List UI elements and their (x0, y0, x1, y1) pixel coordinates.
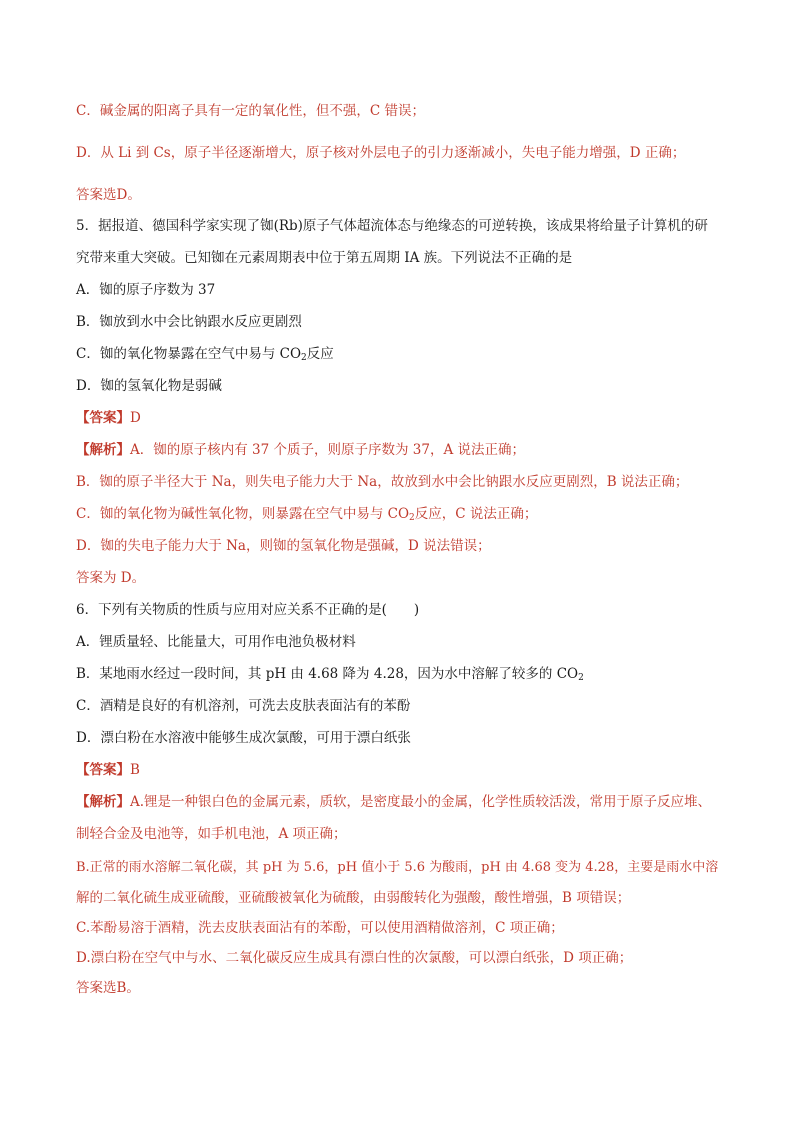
q6-analysis-a-line2: 制轻合金及电池等，如手机电池，A 项正确； (76, 826, 347, 842)
q5-stem-line1: 5．据报道、德国科学家实现了铷(Rb)原子气体超流体态与绝缘态的可逆转换，该成果将给量子计算机的研 (76, 218, 708, 234)
q5-option-d: D．铷的氢氧化物是弱碱 (76, 378, 222, 394)
q5-analysis-d: D．铷的失电子能力大于 Na，则铷的氢氧化物是强碱，D 说法错误； (76, 538, 491, 554)
q6-conclusion: 答案选B。 (76, 980, 140, 996)
q5-analysis-c-tail: 反应，C 说法正确； (414, 506, 538, 522)
q5-answer-value: D (130, 410, 141, 426)
q6-analysis-a-line1 (76, 792, 711, 812)
q5-stem-line2: 究带来重大突破。已知铷在元素周期表中位于第五周期 IA 族。下列说法不正确的是 (76, 250, 573, 266)
q5-option-b: B．铷放到水中会比钠跟水反应更剧烈 (76, 314, 302, 330)
q6-option-c: C．酒精是良好的有机溶剂，可洗去皮肤表面沾有的苯酚 (76, 698, 411, 714)
q6-answer-label: 【答案】 (76, 762, 130, 778)
q5-analysis-a-text: A．铷的原子核内有 37 个质子，则原子序数为 37，A 说法正确； (130, 442, 526, 458)
q5-option-c (76, 344, 334, 364)
q5-option-c-text: C．铷的氧化物暴露在空气中易与 CO (76, 346, 302, 362)
q6-answer-value: B (130, 762, 140, 778)
q5-analysis-c-text: C．铷的氧化物为碱性氧化物，则暴露在空气中易与 CO (76, 506, 410, 522)
q5-analysis-label: 【解析】 (76, 442, 130, 458)
q5-option-c-tail: 反应 (306, 346, 334, 362)
q5-answer-label: 【答案】 (76, 410, 130, 426)
q6-stem: 6．下列有关物质的性质与应用对应关系不正确的是( ) (76, 602, 420, 618)
document-page (76, 0, 726, 1123)
q6-analysis-a-text: A.锂是一种银白色的金属元素，质软，是密度最小的金属，化学性质较活泼，常用于原子反应堆、 (130, 794, 712, 810)
q5-analysis-c (76, 504, 537, 524)
q5-conclusion: 答案为 D。 (76, 570, 146, 586)
q6-analysis-b-line1: B.正常的雨水溶解二氧化碳，其 pH 为 5.6，pH 值小于 5.6 为酸雨，pH 由 4.68 变为 4.28，主要是雨水中溶 (76, 860, 719, 875)
q4-option-c-explanation: C．碱金属的阳离子具有一定的氧化性，但不强，C 错误； (76, 103, 425, 119)
q6-option-b-subscript: 2 (578, 673, 584, 683)
q5-option-c-subscript: 2 (301, 353, 307, 363)
q4-conclusion: 答案选D。 (76, 187, 141, 203)
q5-analysis-c-subscript: 2 (409, 513, 415, 523)
q5-answer (76, 408, 141, 428)
q6-option-b-text: B．某地雨水经过一段时间，其 pH 由 4.68 降为 4.28，因为水中溶解了较多的 CO (76, 666, 579, 682)
q5-option-a: A．铷的原子序数为 37 (76, 282, 216, 298)
q4-option-d-explanation: D．从 Li 到 Cs，原子半径逐渐增大，原子核对外层电子的引力逐渐减小，失电子能力增强，D 正确； (76, 145, 686, 161)
q6-option-d: D．漂白粉在水溶液中能够生成次氯酸，可用于漂白纸张 (76, 730, 411, 746)
q6-analysis-b-line2: 解的二氧化硫生成亚硫酸，亚硫酸被氧化为硫酸，由弱酸转化为强酸，酸性增强，B 项错误； (76, 890, 631, 906)
q6-analysis-d: D.漂白粉在空气中与水、二氧化碳反应生成具有漂白性的次氯酸，可以漂白纸张，D 项正确； (76, 950, 633, 966)
q6-option-b (76, 664, 584, 684)
q6-answer (76, 760, 140, 780)
q6-analysis-c: C.苯酚易溶于酒精，洗去皮肤表面沾有的苯酚，可以使用酒精做溶剂，C 项正确； (76, 920, 564, 936)
q6-option-a: A．锂质量轻、比能量大，可用作电池负极材料 (76, 634, 356, 650)
q5-analysis-b: B．铷的原子半径大于 Na，则失电子能力大于 Na，故放到水中会比钠跟水反应更剧烈，B 说法正确； (76, 474, 689, 490)
q5-analysis-a (76, 440, 525, 460)
q6-analysis-label: 【解析】 (76, 794, 130, 810)
